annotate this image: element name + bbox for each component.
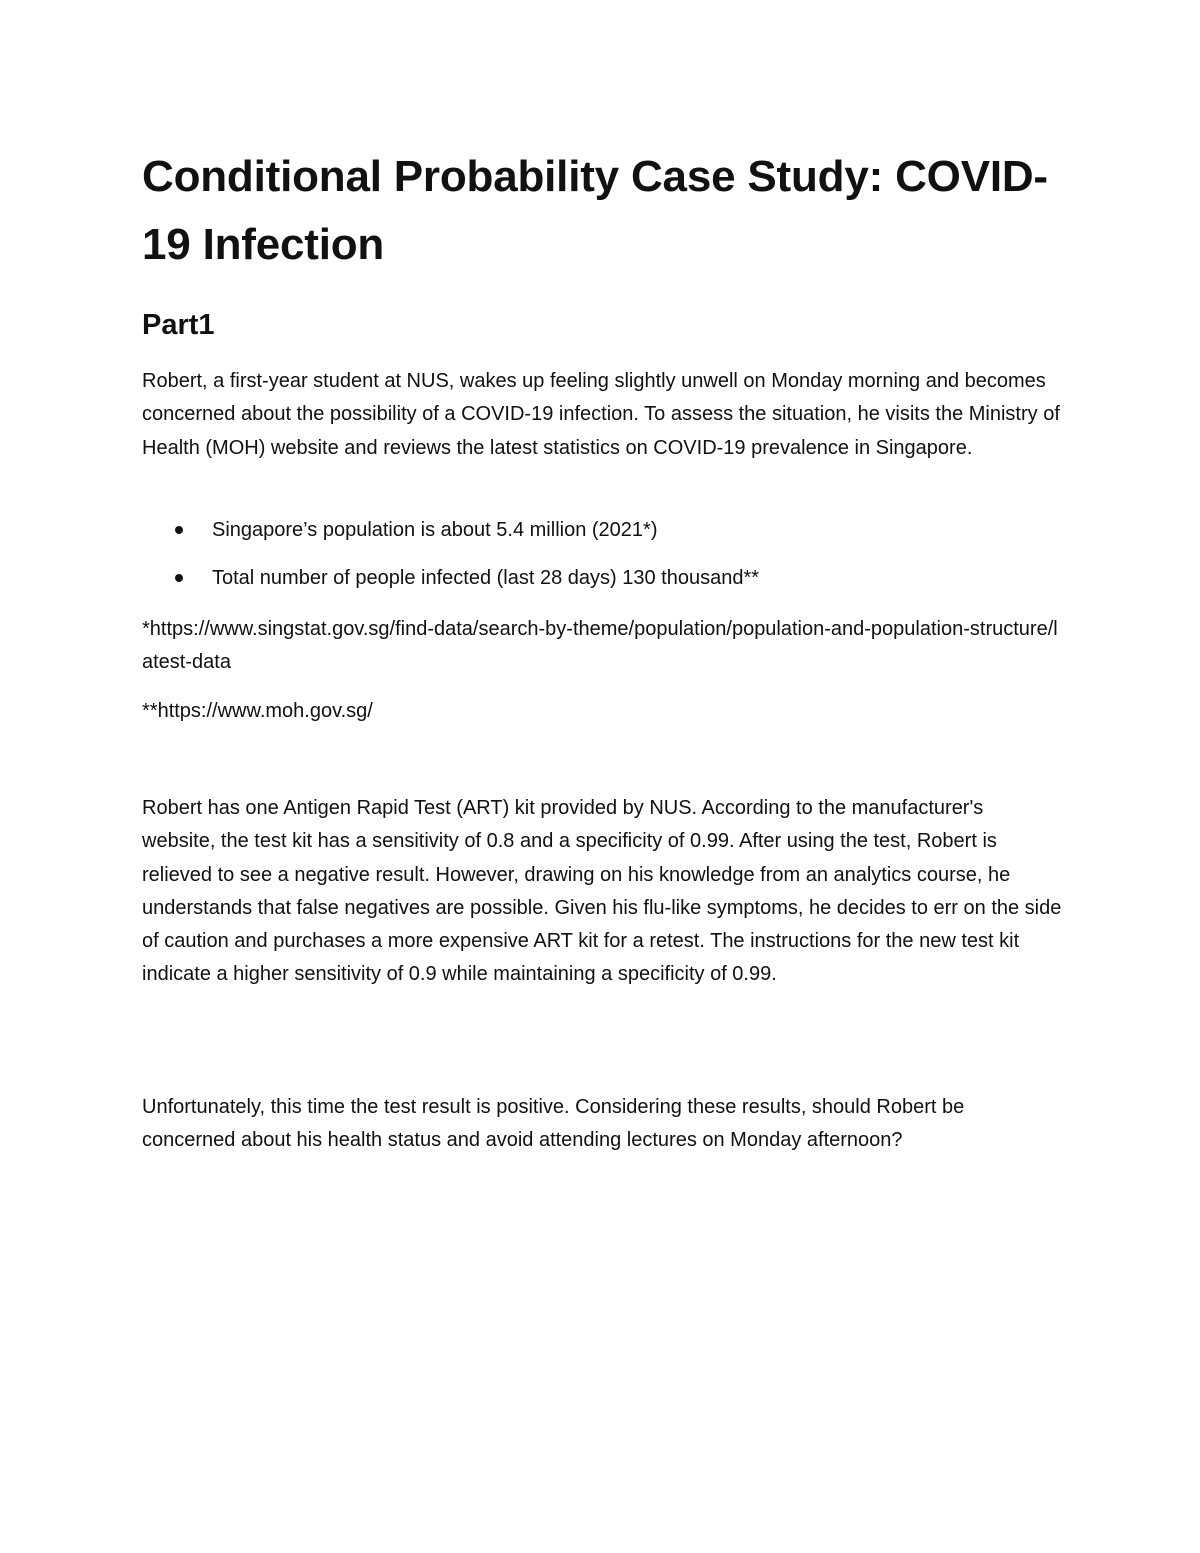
bullet-icon (175, 574, 183, 582)
part-heading: Part1 (142, 309, 215, 341)
bullet-icon (175, 526, 183, 534)
document-title: Conditional Probability Case Study: COVID-19 Infection (142, 152, 1048, 269)
reference-singstat: *https://www.singstat.gov.sg/find-data/search-by-theme/population/population-and-population-structure/latest-data (142, 618, 1058, 674)
reference-moh: **https://www.moh.gov.sg/ (142, 700, 373, 722)
intro-paragraph: Robert, a first-year student at NUS, wakes up feeling slightly unwell on Monday morning and becomes concerned about the possibility of a COVID-19 infection. To assess the situation, he visits the Ministry of Health (MOH) website and reviews the latest statistics on COVID-19 prevalence in Singapore. (142, 370, 1060, 459)
test-kit-paragraph: Robert has one Antigen Rapid Test (ART) kit provided by NUS. According to the manufacturer's website, the test kit has a sensitivity of 0.8 and a specificity of 0.99. After using the test, Robert is relieved to see a negative result. However, drawing on his knowledge from an analytics course, he understands that false negatives are possible. Given his flu-like symptoms, he decides to err on the side of caution and purchases a more expensive ART kit for a retest. The instructions for the new test kit indicate a higher sensitivity of 0.9 while maintaining a specificity of 0.99. (142, 797, 1062, 986)
list-item-text: Total number of people infected (last 28 days) 130 thousand** (212, 567, 760, 589)
list-item-text: Singapore’s population is about 5.4 million (2021*) (212, 519, 658, 541)
question-paragraph: Unfortunately, this time the test result is positive. Considering these results, should Robert be concerned about his health status and avoid attending lectures on Monday afternoon? (142, 1096, 965, 1152)
statistics-list (142, 514, 1062, 610)
list-item (142, 514, 1062, 547)
list-item (142, 562, 1062, 595)
